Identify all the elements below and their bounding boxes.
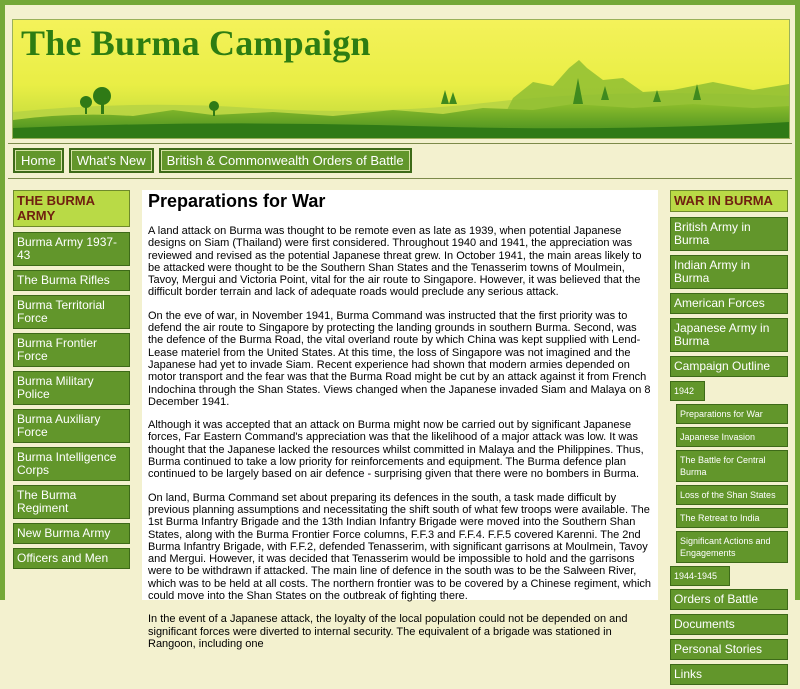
sidebar-item-british-army[interactable]: British Army in Burma bbox=[670, 217, 788, 251]
sidebar-item-retreat-to-india[interactable]: The Retreat to India bbox=[676, 508, 788, 528]
sidebar-item-burma-rifles[interactable]: The Burma Rifles bbox=[13, 270, 130, 291]
right-sidebar-heading: WAR IN BURMA bbox=[670, 190, 788, 212]
sidebar-item-1942[interactable]: 1942 bbox=[670, 381, 705, 401]
paragraph: Although it was accepted that an attack on Burma might now be carried out by significant Japanese forces, Far Eastern Command's appreciation was that the likelihood of a major attack was low. It was thought that the Japanese lacked the resources whilst committed in Malaya and the Philippines. Thus, Burma continued to take a low priority for reinforcements and equipment. The Burma defence plan continued to be largely based on air defence - surprising given that there were no bombers in Burma. bbox=[148, 419, 644, 481]
sidebar-item-orders-of-battle[interactable]: Orders of Battle bbox=[670, 589, 788, 610]
page-title: Preparations for War bbox=[148, 191, 326, 211]
main-content bbox=[142, 190, 658, 650]
sidebar-item-campaign-outline[interactable]: Campaign Outline bbox=[670, 356, 788, 377]
divider bbox=[8, 143, 792, 144]
nav-whats-new[interactable]: What's New bbox=[69, 148, 154, 173]
paragraph: In the event of a Japanese attack, the loyalty of the local population could not be depended on and significant forces were diverted to internal security. The equivalent of a brigade was stationed in Rangoon, including one bbox=[148, 613, 628, 650]
sidebar-item-indian-army[interactable]: Indian Army in Burma bbox=[670, 255, 788, 289]
nav-orders-of-battle[interactable]: British & Commonwealth Orders of Battle bbox=[159, 148, 412, 173]
sidebar-item-military-police[interactable]: Burma Military Police bbox=[13, 371, 130, 405]
sidebar-item-burma-army-1937-43[interactable]: Burma Army 1937-43 bbox=[13, 232, 130, 266]
site-title: The Burma Campaign bbox=[21, 23, 371, 63]
paragraph: On the eve of war, in November 1941, Burma Command was instructed that the first priority was to defend the air route to Singapore by protecting the landing grounds in southern Burma. Second, was the defence of the Burma Road, the vital overland route by which China was kept supplied with Lend-Lease materiel from the United States. At this time, the loss of Singapore was not imagined and the Japanese had yet to invade Siam. Recent experience had shown that modern armies depended on motor transport and the fear was that the Burma Road might be cut by an attack against it from French Indochina through the Shan States. Views changed when the Japanese invaded Siam and Malaya on 8 December 1941. bbox=[148, 309, 651, 408]
sidebar-item-frontier-force[interactable]: Burma Frontier Force bbox=[13, 333, 130, 367]
sidebar-item-personal-stories[interactable]: Personal Stories bbox=[670, 639, 788, 660]
sidebar-item-documents[interactable]: Documents bbox=[670, 614, 788, 635]
left-sidebar bbox=[13, 190, 130, 573]
paragraph: A land attack on Burma was thought to be remote even as late as 1939, when potential Japanese designs on Siam (Thailand) were first considered. Throughout 1940 and 1941, the appreciation was reviewed and revised as the potential Japanese threat grew. In October 1941, the main areas likely to be attacked were thought to be the Southern Shan States and the Tenasserim towns of Moulmein, Tavoy, Mergui and Victoria Point, vital for the air route to Singapore. However, it was believed that the difficult border terrain and lack of adequate roads would preclude any serious attack. bbox=[148, 225, 642, 299]
sidebar-item-burma-regiment[interactable]: The Burma Regiment bbox=[13, 485, 130, 519]
sidebar-item-1944-1945[interactable]: 1944-1945 bbox=[670, 566, 730, 586]
sidebar-item-significant-actions[interactable]: Significant Actions and Engagements bbox=[676, 531, 788, 563]
sidebar-item-auxiliary-force[interactable]: Burma Auxiliary Force bbox=[13, 409, 130, 443]
sidebar-item-japanese-invasion[interactable]: Japanese Invasion bbox=[676, 427, 788, 447]
sidebar-item-territorial-force[interactable]: Burma Territorial Force bbox=[13, 295, 130, 329]
sidebar-item-links[interactable]: Links bbox=[670, 664, 788, 685]
left-sidebar-heading: THE BURMA ARMY bbox=[13, 190, 130, 227]
sidebar-item-officers-and-men[interactable]: Officers and Men bbox=[13, 548, 130, 569]
sidebar-item-loss-of-shan-states[interactable]: Loss of the Shan States bbox=[676, 485, 788, 505]
sidebar-item-new-burma-army[interactable]: New Burma Army bbox=[13, 523, 130, 544]
nav-home[interactable]: Home bbox=[13, 148, 64, 173]
sidebar-item-battle-central-burma[interactable]: The Battle for Central Burma bbox=[676, 450, 788, 482]
sidebar-item-japanese-army[interactable]: Japanese Army in Burma bbox=[670, 318, 788, 352]
header-banner bbox=[12, 19, 790, 139]
paragraph: On land, Burma Command set about preparing its defences in the south, a task made difficult by previous planning assumptions and necessitating the shift south of what few troops were available. The 1st Burma Infantry Brigade and the 13th Indian Infantry Brigade were moved into the Southern Shan States, along with the Burma Frontier Force columns, F.F.3 and F.F.4. F.F.5 covered Karenni. The 2nd Burma Infantry Brigade, with F.F.2, defended Tenasserim, with significant garrisons at Moulmein, Tavoy and Mergui. However, it was decided that Tenasserim would be impossible to hold and the garrisons were to be withdrawn if attacked. The main line of defence in the south was to be the Salween River, which was to be held at all costs. The northern frontier was to be covered by a Chinese regiment, which could move into the Shan States on the outbreak of fighting there. bbox=[148, 491, 652, 603]
sidebar-item-american-forces[interactable]: American Forces bbox=[670, 293, 788, 314]
divider bbox=[8, 178, 792, 179]
sidebar-item-preparations-for-war[interactable]: Preparations for War bbox=[676, 404, 788, 424]
sidebar-item-intelligence-corps[interactable]: Burma Intelligence Corps bbox=[13, 447, 130, 481]
right-sidebar bbox=[670, 190, 788, 689]
top-navigation bbox=[13, 148, 412, 173]
